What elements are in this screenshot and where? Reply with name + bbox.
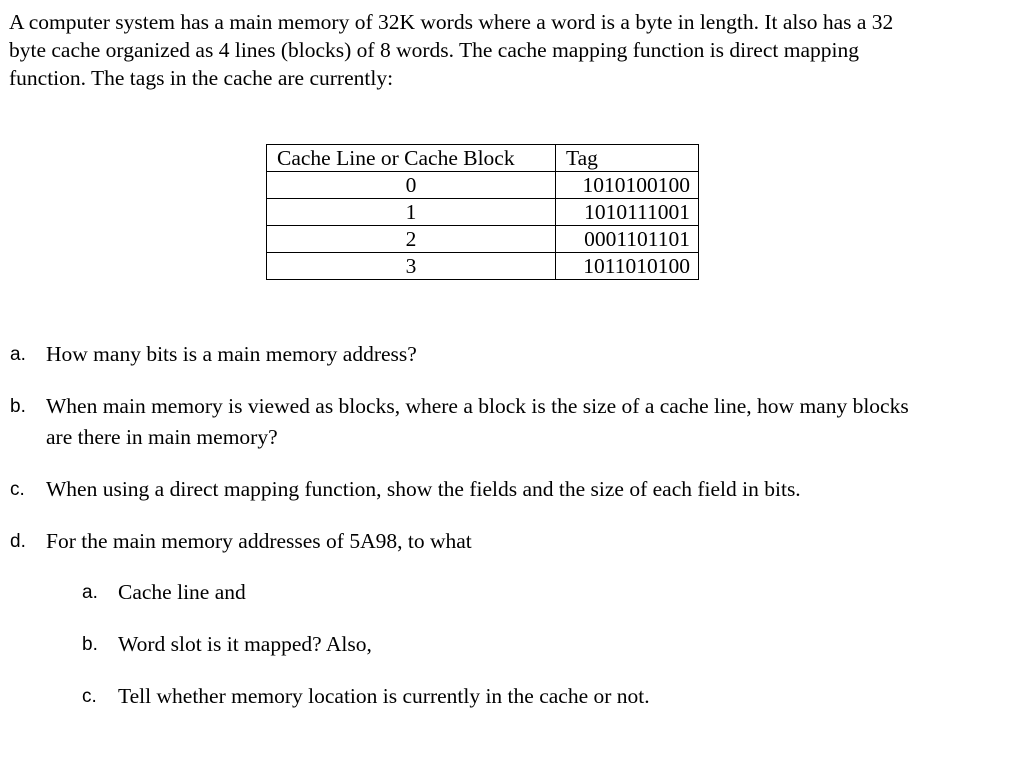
- intro-paragraph: [9, 8, 1019, 92]
- question-b-line-1: When main memory is viewed as blocks, where a block is the size of a cache line, how many blocks: [46, 394, 909, 418]
- tag-cell: 1011010100: [556, 253, 699, 280]
- intro-line-3: function. The tags in the cache are currently:: [9, 66, 394, 90]
- table-header-row: [267, 145, 699, 172]
- header-tag: Tag: [556, 145, 699, 172]
- question-b-marker: b.: [10, 396, 26, 417]
- sub-c-marker: c.: [82, 686, 97, 707]
- cache-line-cell: 0: [267, 172, 556, 199]
- cache-line-cell: 2: [267, 226, 556, 253]
- table-row: [267, 253, 699, 280]
- sub-b-text: Word slot is it mapped? Also,: [118, 632, 372, 656]
- tag-cell: 0001101101: [556, 226, 699, 253]
- tag-cell: 1010100100: [556, 172, 699, 199]
- cache-line-cell: 1: [267, 199, 556, 226]
- question-c-marker: c.: [10, 479, 25, 500]
- sub-b-marker: b.: [82, 634, 98, 655]
- sub-a-marker: a.: [82, 582, 98, 603]
- intro-line-2: byte cache organized as 4 lines (blocks) of 8 words. The cache mapping function is direct mapping: [9, 38, 859, 62]
- table-row: [267, 199, 699, 226]
- question-c-text: When using a direct mapping function, show the fields and the size of each field in bits.: [46, 477, 801, 501]
- sub-c-text: Tell whether memory location is currently in the cache or not.: [118, 684, 650, 708]
- question-a-marker: a.: [10, 344, 26, 365]
- table-row: [267, 226, 699, 253]
- header-cache-line: Cache Line or Cache Block: [267, 145, 556, 172]
- intro-line-1: A computer system has a main memory of 32K words where a word is a byte in length. It also has a 32: [9, 10, 894, 34]
- tag-cell: 1010111001: [556, 199, 699, 226]
- cache-line-cell: 3: [267, 253, 556, 280]
- cache-tag-table: [266, 144, 699, 280]
- sub-a-text: Cache line and: [118, 580, 246, 604]
- question-b-line-2: are there in main memory?: [46, 425, 278, 449]
- table-row: [267, 172, 699, 199]
- question-d-marker: d.: [10, 531, 26, 552]
- question-d-text: For the main memory addresses of 5A98, to what: [46, 529, 472, 553]
- question-a-text: How many bits is a main memory address?: [46, 342, 417, 366]
